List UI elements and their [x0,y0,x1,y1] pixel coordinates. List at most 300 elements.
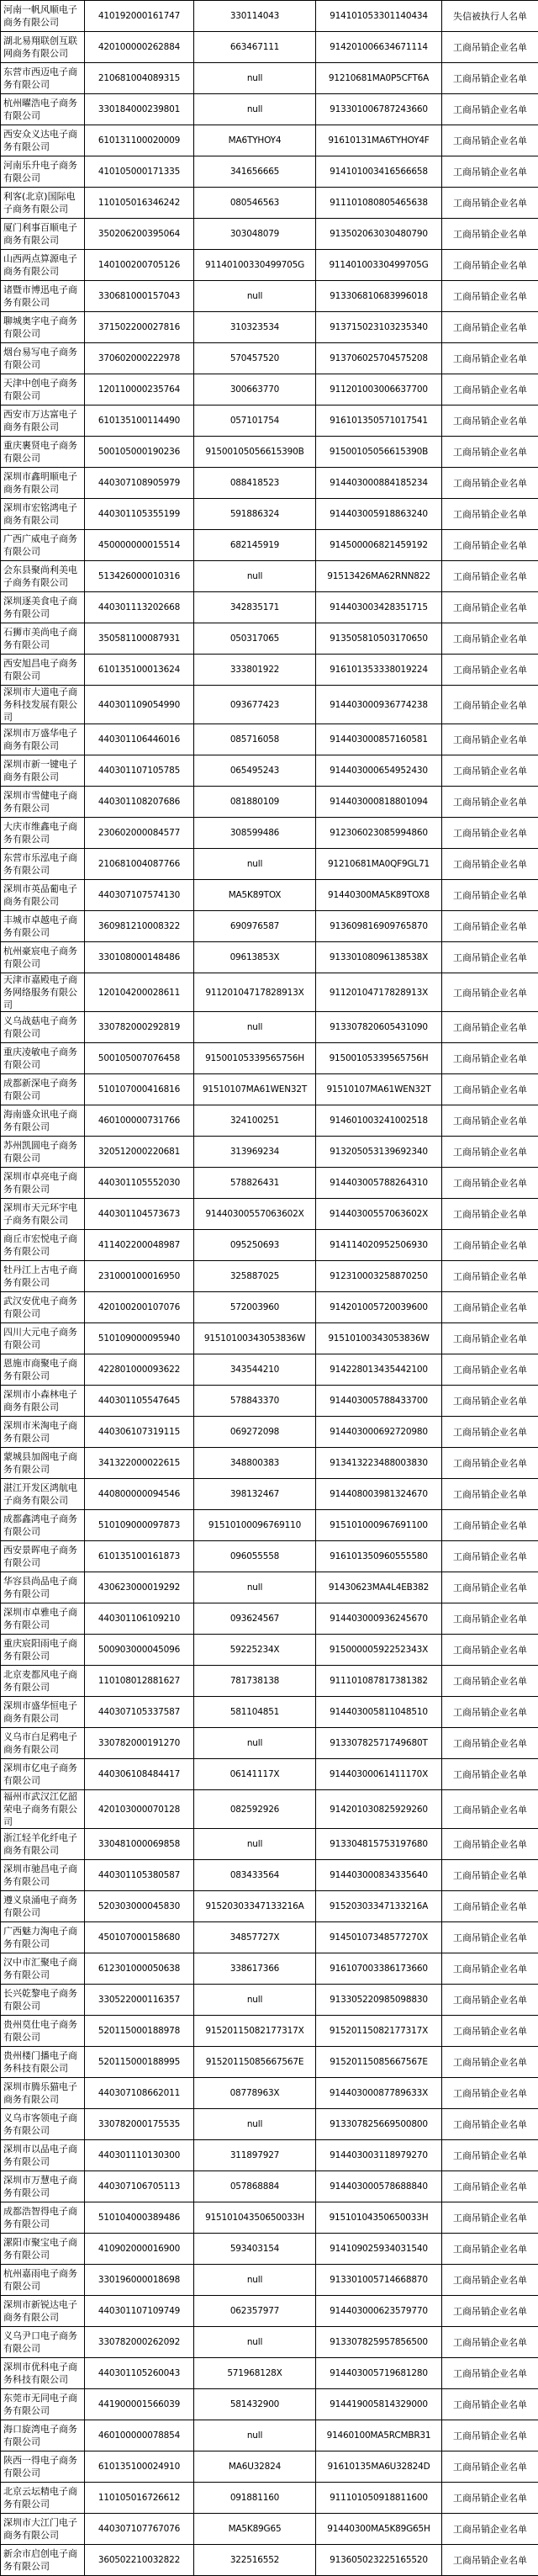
organization-code-cell: 093624567 [194,1603,316,1635]
table-row [1,655,538,686]
company-name-cell: 义乌战菇电子商务有限公司 [1,1012,85,1043]
company-name-cell: 海南盛众讯电子商务有限公司 [1,1105,85,1137]
company-name-cell: 深圳市大江门电子商务有限公司 [1,2514,85,2545]
credit-code-cell: 91330782571749680T [316,1728,442,1759]
company-name-cell: 深圳市亿电子商务有限公司 [1,1759,85,1790]
table-row [1,437,538,468]
registration-number-cell: 440301104573673 [85,1199,194,1230]
credit-code-cell: 914403000654952430 [316,755,442,787]
credit-code-cell: 913413223488003830 [316,1448,442,1479]
registration-number-cell: 610131100020009 [85,125,194,156]
status-cell: 工商吊销企业名单 [442,1074,538,1105]
company-name-cell: 杭州豪宸电子商务有限公司 [1,942,85,973]
table-row [1,2234,538,2265]
organization-code-cell: 081880109 [194,787,316,818]
status-cell: 工商吊销企业名单 [442,2545,538,2576]
table-row [1,2420,538,2451]
organization-code-cell: 300663770 [194,374,316,405]
registration-number-cell: 330782000292819 [85,1012,194,1043]
credit-code-cell: 914403005719681280 [316,2358,442,2389]
status-cell: 工商吊销企业名单 [442,1043,538,1074]
credit-code-cell: 913307825957856500 [316,2327,442,2358]
status-cell: 工商吊销企业名单 [442,724,538,755]
credit-code-cell: 916107003386173660 [316,1953,442,1985]
registration-number-cell: 360981210008322 [85,911,194,942]
organization-code-cell: 338617366 [194,1953,316,1985]
registration-number-cell: 440301108207686 [85,787,194,818]
credit-code-cell: 914201005720039600 [316,1292,442,1323]
organization-code-cell: null [194,2420,316,2451]
company-name-cell: 义乌市白足鸦电子商务有限公司 [1,1728,85,1759]
credit-code-cell: 914403005788264310 [316,1168,442,1199]
registration-number-cell: 120104200028611 [85,973,194,1012]
credit-code-cell: 913715023103235340 [316,312,442,343]
status-cell: 工商吊销企业名单 [442,1666,538,1697]
status-cell: 工商吊销企业名单 [442,1168,538,1199]
credit-code-cell: 914601003241002518 [316,1105,442,1137]
credit-code-cell: 91450107348577270X [316,1922,442,1953]
organization-code-cell: 065495243 [194,755,316,787]
company-name-cell: 天津市嘉殿电子商务网络服务有限公司 [1,973,85,1012]
credit-code-cell: 91520115085667567E [316,2047,442,2078]
table-row [1,468,538,499]
table-row [1,1074,538,1105]
table-row [1,343,538,374]
company-name-cell: 重庆裹贤电子商务有限公司 [1,437,85,468]
registration-number-cell: 210681004089315 [85,63,194,94]
company-name-cell: 新余市启创电子商务有限公司 [1,2545,85,2576]
organization-code-cell: 682145919 [194,530,316,561]
registration-number-cell: 140100200705126 [85,250,194,281]
status-cell: 工商吊销企业名单 [442,1860,538,1891]
table-row [1,1199,538,1230]
table-row [1,499,538,530]
registration-number-cell: 210681004087766 [85,849,194,880]
credit-code-cell: 91520303347133216A [316,1891,442,1922]
company-name-cell: 成都新深电子商务有限公司 [1,1074,85,1105]
table-row [1,2389,538,2420]
organization-code-cell: null [194,1012,316,1043]
registration-number-cell: 110105016346242 [85,188,194,219]
credit-code-cell: 911101080805465638 [316,188,442,219]
registration-number-cell: 460100000731766 [85,1105,194,1137]
registration-number-cell: 330196000018698 [85,2265,194,2296]
table-row [1,1510,538,1541]
table-row [1,1292,538,1323]
company-name-cell: 苏州凯圆电子商务有限公司 [1,1137,85,1168]
registration-number-cell: 440306107319115 [85,1417,194,1448]
registration-number-cell: 610135100161873 [85,1541,194,1572]
credit-code-cell: 914408003981324670 [316,1479,442,1510]
status-cell: 工商吊销企业名单 [442,405,538,437]
registration-number-cell: 460100000078854 [85,2420,194,2451]
table-row [1,1922,538,1953]
registration-number-cell: 440301107105785 [85,755,194,787]
company-name-cell: 西安旭昌电子商务有限公司 [1,655,85,686]
registration-number-cell: 330184000239801 [85,94,194,125]
status-cell: 工商吊销企业名单 [442,63,538,94]
status-cell: 工商吊销企业名单 [442,1790,538,1829]
table-row [1,623,538,655]
registration-number-cell: 520115000188995 [85,2047,194,2078]
organization-code-cell: null [194,2109,316,2140]
status-cell: 工商吊销企业名单 [442,2389,538,2420]
registration-number-cell: 441900001566039 [85,2389,194,2420]
status-cell: 工商吊销企业名单 [442,530,538,561]
organization-code-cell: 057101754 [194,405,316,437]
organization-code-cell: 303048079 [194,219,316,250]
table-row [1,2483,538,2514]
credit-code-cell: 914403003428351715 [316,592,442,623]
table-row [1,1448,538,1479]
company-name-cell: 深圳市以品电子商务有限公司 [1,2140,85,2171]
registration-number-cell: 440301105355199 [85,499,194,530]
organization-code-cell: null [194,1728,316,1759]
organization-code-cell: 062357977 [194,2296,316,2327]
status-cell: 工商吊销企业名单 [442,787,538,818]
company-name-cell: 深圳逐美食电子商务有限公司 [1,592,85,623]
credit-code-cell: 912306023085994860 [316,818,442,849]
organization-code-cell: 343544210 [194,1354,316,1386]
organization-code-cell: MA5K89G65 [194,2514,316,2545]
status-cell: 工商吊销企业名单 [442,1572,538,1603]
company-name-cell: 广西魅力淘电子商务有限公司 [1,1922,85,1953]
registration-number-cell: 610135100013624 [85,655,194,686]
organization-code-cell: 571968128X [194,2358,316,2389]
table-row [1,2078,538,2109]
credit-code-cell: 913305220985098830 [316,1985,442,2016]
table-row [1,973,538,1012]
organization-code-cell: 591886324 [194,499,316,530]
company-name-cell: 深圳市腾乐猫电子商务有限公司 [1,2078,85,2109]
status-cell: 工商吊销企业名单 [442,1603,538,1635]
credit-code-cell: 91120104717828913X [316,973,442,1012]
credit-code-cell: 911201003006637700 [316,374,442,405]
credit-code-cell: 915101000967691100 [316,1510,442,1541]
table-row [1,1386,538,1417]
status-cell: 工商吊销企业名单 [442,911,538,942]
company-name-cell: 深圳市新一键电子商务有限公司 [1,755,85,787]
company-name-cell: 深圳市米淘电子商务有限公司 [1,1417,85,1448]
registration-number-cell: 420103000070128 [85,1790,194,1829]
company-name-cell: 诸暨市博迅电子商务有限公司 [1,281,85,312]
registration-number-cell: 110108012881627 [85,1666,194,1697]
credit-code-cell: 916101350571017541 [316,405,442,437]
credit-code-cell: 914403000834335640 [316,1860,442,1891]
registration-number-cell: 450107000158680 [85,1922,194,1953]
company-name-cell: 聊城奥字电子商务有限公司 [1,312,85,343]
table-row [1,32,538,63]
organization-code-cell: 59225234X [194,1635,316,1666]
table-row [1,880,538,911]
organization-code-cell: 398132467 [194,1479,316,1510]
status-cell: 工商吊销企业名单 [442,1922,538,1953]
organization-code-cell: 083433564 [194,1860,316,1891]
status-cell: 工商吊销企业名单 [442,2451,538,2483]
organization-code-cell: 325887025 [194,1261,316,1292]
company-name-cell: 深圳市卓亮电子商务有限公司 [1,1168,85,1199]
organization-code-cell: 342835171 [194,592,316,623]
company-name-cell: 长兴乾黎电子商务有限公司 [1,1985,85,2016]
company-name-cell: 蒙城县加阁电子商务有限公司 [1,1448,85,1479]
company-name-cell: 会东县聚尚利美电子商务有限公司 [1,561,85,592]
registration-number-cell: 440301105547645 [85,1386,194,1417]
status-cell: 工商吊销企业名单 [442,1728,538,1759]
table-row [1,1012,538,1043]
status-cell: 工商吊销企业名单 [442,1230,538,1261]
status-cell: 工商吊销企业名单 [442,188,538,219]
organization-code-cell: 91510100343053836W [194,1323,316,1354]
status-cell: 工商吊销企业名单 [442,1012,538,1043]
status-cell: 工商吊销企业名单 [442,1891,538,1922]
company-name-cell: 深圳市卓雅电子商务有限公司 [1,1603,85,1635]
organization-code-cell: 91440300557063602X [194,1199,316,1230]
organization-code-cell: 348800383 [194,1448,316,1479]
table-row [1,1354,538,1386]
table-row [1,2109,538,2140]
organization-code-cell: 91510107MA61WEN32T [194,1074,316,1105]
credit-code-cell: 914403000936774238 [316,686,442,724]
status-cell: 工商吊销企业名单 [442,1510,538,1541]
credit-code-cell: 913306810683996018 [316,281,442,312]
table-row [1,374,538,405]
table-row [1,405,538,437]
registration-number-cell: 110105016726612 [85,2483,194,2514]
status-cell: 工商吊销企业名单 [442,1697,538,1728]
status-cell: 工商吊销企业名单 [442,1829,538,1860]
table-row [1,1168,538,1199]
credit-code-cell: 914114020952506930 [316,1230,442,1261]
status-cell: 工商吊销企业名单 [442,818,538,849]
company-name-cell: 厦门利事百顺电子商务有限公司 [1,219,85,250]
organization-code-cell: null [194,94,316,125]
company-name-cell: 漯阳市聚宝电子商务有限公司 [1,2234,85,2265]
credit-code-cell: 91610131MA6TYHOY4F [316,125,442,156]
table-row [1,755,538,787]
organization-code-cell: 341656665 [194,156,316,188]
registration-number-cell: 420100000262884 [85,32,194,63]
organization-code-cell: 093677423 [194,686,316,724]
registration-number-cell: 350581100087931 [85,623,194,655]
company-name-cell: 东营市西迈电子商务有限公司 [1,63,85,94]
company-name-cell: 重庆凌敏电子商务有限公司 [1,1043,85,1074]
registration-number-cell: 330681000157043 [85,281,194,312]
organization-code-cell: 91500105339565756H [194,1043,316,1074]
registration-number-cell: 440301106109210 [85,1603,194,1635]
registration-number-cell: 500105007076458 [85,1043,194,1074]
organization-code-cell: 578826431 [194,1168,316,1199]
organization-code-cell: 085716058 [194,724,316,755]
table-row [1,686,538,724]
credit-code-cell: 913307825669500800 [316,2109,442,2140]
status-cell: 工商吊销企业名单 [442,1137,538,1168]
registration-number-cell: 440307108662011 [85,2078,194,2109]
status-cell: 工商吊销企业名单 [442,2265,538,2296]
company-name-cell: 山西两点算源电子商务有限公司 [1,250,85,281]
company-name-cell: 杭州嘉雨电子商务有限公司 [1,2265,85,2296]
company-name-cell: 河南乐升电子商务有限公司 [1,156,85,188]
table-row [1,2265,538,2296]
company-name-cell: 西安景晖电子商务有限公司 [1,1541,85,1572]
registration-number-cell: 320512000220681 [85,1137,194,1168]
organization-code-cell: 308599486 [194,818,316,849]
organization-code-cell: 91520115082177317X [194,2016,316,2047]
registration-number-cell: 510104000389486 [85,2202,194,2234]
organization-code-cell: MA6U32824 [194,2451,316,2483]
table-row [1,2171,538,2202]
company-name-cell: 东营市乐泓电子商务有限公司 [1,849,85,880]
table-row [1,911,538,942]
credit-code-cell: 914403005788433700 [316,1386,442,1417]
status-cell: 工商吊销企业名单 [442,468,538,499]
credit-code-cell: 914109025934031540 [316,2234,442,2265]
company-name-cell: 深圳市宏铭鸿电子商务有限公司 [1,499,85,530]
table-row [1,1137,538,1168]
registration-number-cell: 513426000010316 [85,561,194,592]
table-row [1,1728,538,1759]
table-row [1,2451,538,2483]
company-name-cell: 成都浩智得电子商务有限公司 [1,2202,85,2234]
credit-code-cell: 914403000623579770 [316,2296,442,2327]
organization-code-cell: 663467111 [194,32,316,63]
table-row [1,1417,538,1448]
registration-number-cell: 410192000161747 [85,1,194,32]
organization-code-cell: 91510104350650033H [194,2202,316,2234]
table-row [1,1697,538,1728]
table-row [1,1603,538,1635]
company-name-cell: 深圳市万慧电子商务有限公司 [1,2171,85,2202]
credit-code-cell: 913605023225165520 [316,2545,442,2576]
status-cell: 工商吊销企业名单 [442,1323,538,1354]
status-cell: 工商吊销企业名单 [442,2234,538,2265]
company-name-cell: 贵州楼门播电子商务科技有限公司 [1,2047,85,2078]
company-name-cell: 海口旋湾电子商务有限公司 [1,2420,85,2451]
organization-code-cell: 581432900 [194,2389,316,2420]
table-row [1,1230,538,1261]
status-cell: 工商吊销企业名单 [442,219,538,250]
organization-code-cell: 578843370 [194,1386,316,1417]
table-row [1,250,538,281]
credit-code-cell: 911101050918811600 [316,2483,442,2514]
organization-code-cell: null [194,1829,316,1860]
company-name-cell: 牡丹江上古电子商务有限公司 [1,1261,85,1292]
registration-number-cell: 330782000175535 [85,2109,194,2140]
status-cell: 工商吊销企业名单 [442,880,538,911]
credit-code-cell: 91460100MA5RCMBR31 [316,2420,442,2451]
credit-code-cell: 911101087817381382 [316,1666,442,1697]
company-name-cell: 天津中创电子商务有限公司 [1,374,85,405]
organization-code-cell: 06141117X [194,1759,316,1790]
company-name-cell: 商丘市宏悦电子商务有限公司 [1,1230,85,1261]
table-row [1,1572,538,1603]
credit-code-cell: 913502063030480790 [316,219,442,250]
registration-number-cell: 430623000019292 [85,1572,194,1603]
table-row [1,561,538,592]
credit-code-cell: 91440300061411170X [316,1759,442,1790]
organization-code-cell: 091881160 [194,2483,316,2514]
credit-code-cell: 914201006634671114 [316,32,442,63]
company-name-cell: 深圳市新锐达电子商务有限公司 [1,2296,85,2327]
status-cell: 工商吊销企业名单 [442,125,538,156]
table-row [1,1860,538,1891]
status-cell: 工商吊销企业名单 [442,1386,538,1417]
organization-code-cell: 050317065 [194,623,316,655]
registration-number-cell: 610135100114490 [85,405,194,437]
credit-code-cell: 913706025704575208 [316,343,442,374]
credit-code-cell: 914403003118979270 [316,2140,442,2171]
credit-code-cell: 91510100343053836W [316,1323,442,1354]
credit-code-cell: 914403000857160581 [316,724,442,755]
status-cell: 工商吊销企业名单 [442,2296,538,2327]
registration-number-cell: 440301107109749 [85,2296,194,2327]
registration-number-cell: 330481000069858 [85,1829,194,1860]
status-cell: 工商吊销企业名单 [442,623,538,655]
credit-code-cell: 912310003258870250 [316,1261,442,1292]
organization-code-cell: 34857727X [194,1922,316,1953]
status-cell: 工商吊销企业名单 [442,374,538,405]
credit-code-cell: 914403000884185234 [316,468,442,499]
table-row [1,312,538,343]
organization-code-cell: 91520115085667567E [194,2047,316,2078]
credit-code-cell: 914101053301140434 [316,1,442,32]
credit-code-cell: 913205053139692340 [316,1137,442,1168]
table-row [1,1,538,32]
status-cell: 工商吊销企业名单 [442,849,538,880]
registration-number-cell: 440301105260043 [85,2358,194,2389]
company-name-cell: 深圳市天元环宇电子商务有限公司 [1,1199,85,1230]
credit-code-cell: 91500105339565756H [316,1043,442,1074]
company-name-cell: 东莞市无同电子商务有限公司 [1,2389,85,2420]
company-name-cell: 深圳市大道电子商务科技发展有限公司 [1,686,85,724]
organization-code-cell: 91500105056615390B [194,437,316,468]
status-cell: 工商吊销企业名单 [442,1354,538,1386]
registration-number-cell: 612301000050638 [85,1953,194,1985]
company-name-cell: 陕西一得电子商务有限公司 [1,2451,85,2483]
registration-number-cell: 420100200107076 [85,1292,194,1323]
organization-code-cell: 690976587 [194,911,316,942]
registration-number-cell: 330782000191270 [85,1728,194,1759]
table-row [1,2016,538,2047]
company-name-cell: 深圳市雪健电子商务有限公司 [1,787,85,818]
credit-code-cell: 91510104350650033H [316,2202,442,2234]
organization-code-cell: 593403154 [194,2234,316,2265]
company-name-cell: 深圳市盛华恒电子商务有限公司 [1,1697,85,1728]
credit-code-cell: 913301005714668870 [316,2265,442,2296]
status-cell: 工商吊销企业名单 [442,942,538,973]
credit-code-cell: 914228013435442100 [316,1354,442,1386]
table-body [1,1,538,2576]
registration-number-cell: 330522000116357 [85,1985,194,2016]
credit-code-cell: 91330108096138538X [316,942,442,973]
credit-code-cell: 91440300087789633X [316,2078,442,2109]
status-cell: 工商吊销企业名单 [442,156,538,188]
status-cell: 工商吊销企业名单 [442,312,538,343]
organization-code-cell: null [194,281,316,312]
registration-number-cell: 510107000416816 [85,1074,194,1105]
registration-number-cell: 410105000171335 [85,156,194,188]
company-name-cell: 深圳市英品葡电子商务有限公司 [1,880,85,911]
table-row [1,1985,538,2016]
credit-code-cell: 913609816909765870 [316,911,442,942]
company-name-cell: 华容县尚品电子商务有限公司 [1,1572,85,1603]
status-cell: 工商吊销企业名单 [442,1479,538,1510]
company-name-cell: 成都鑫鸿电子商务有限公司 [1,1510,85,1541]
table-row [1,125,538,156]
company-name-cell: 湖北易翔联创互联网商务有限公司 [1,32,85,63]
registration-number-cell: 440301105380587 [85,1860,194,1891]
organization-code-cell: null [194,1985,316,2016]
company-name-cell: 遵义泉涌电子商务有限公司 [1,1891,85,1922]
